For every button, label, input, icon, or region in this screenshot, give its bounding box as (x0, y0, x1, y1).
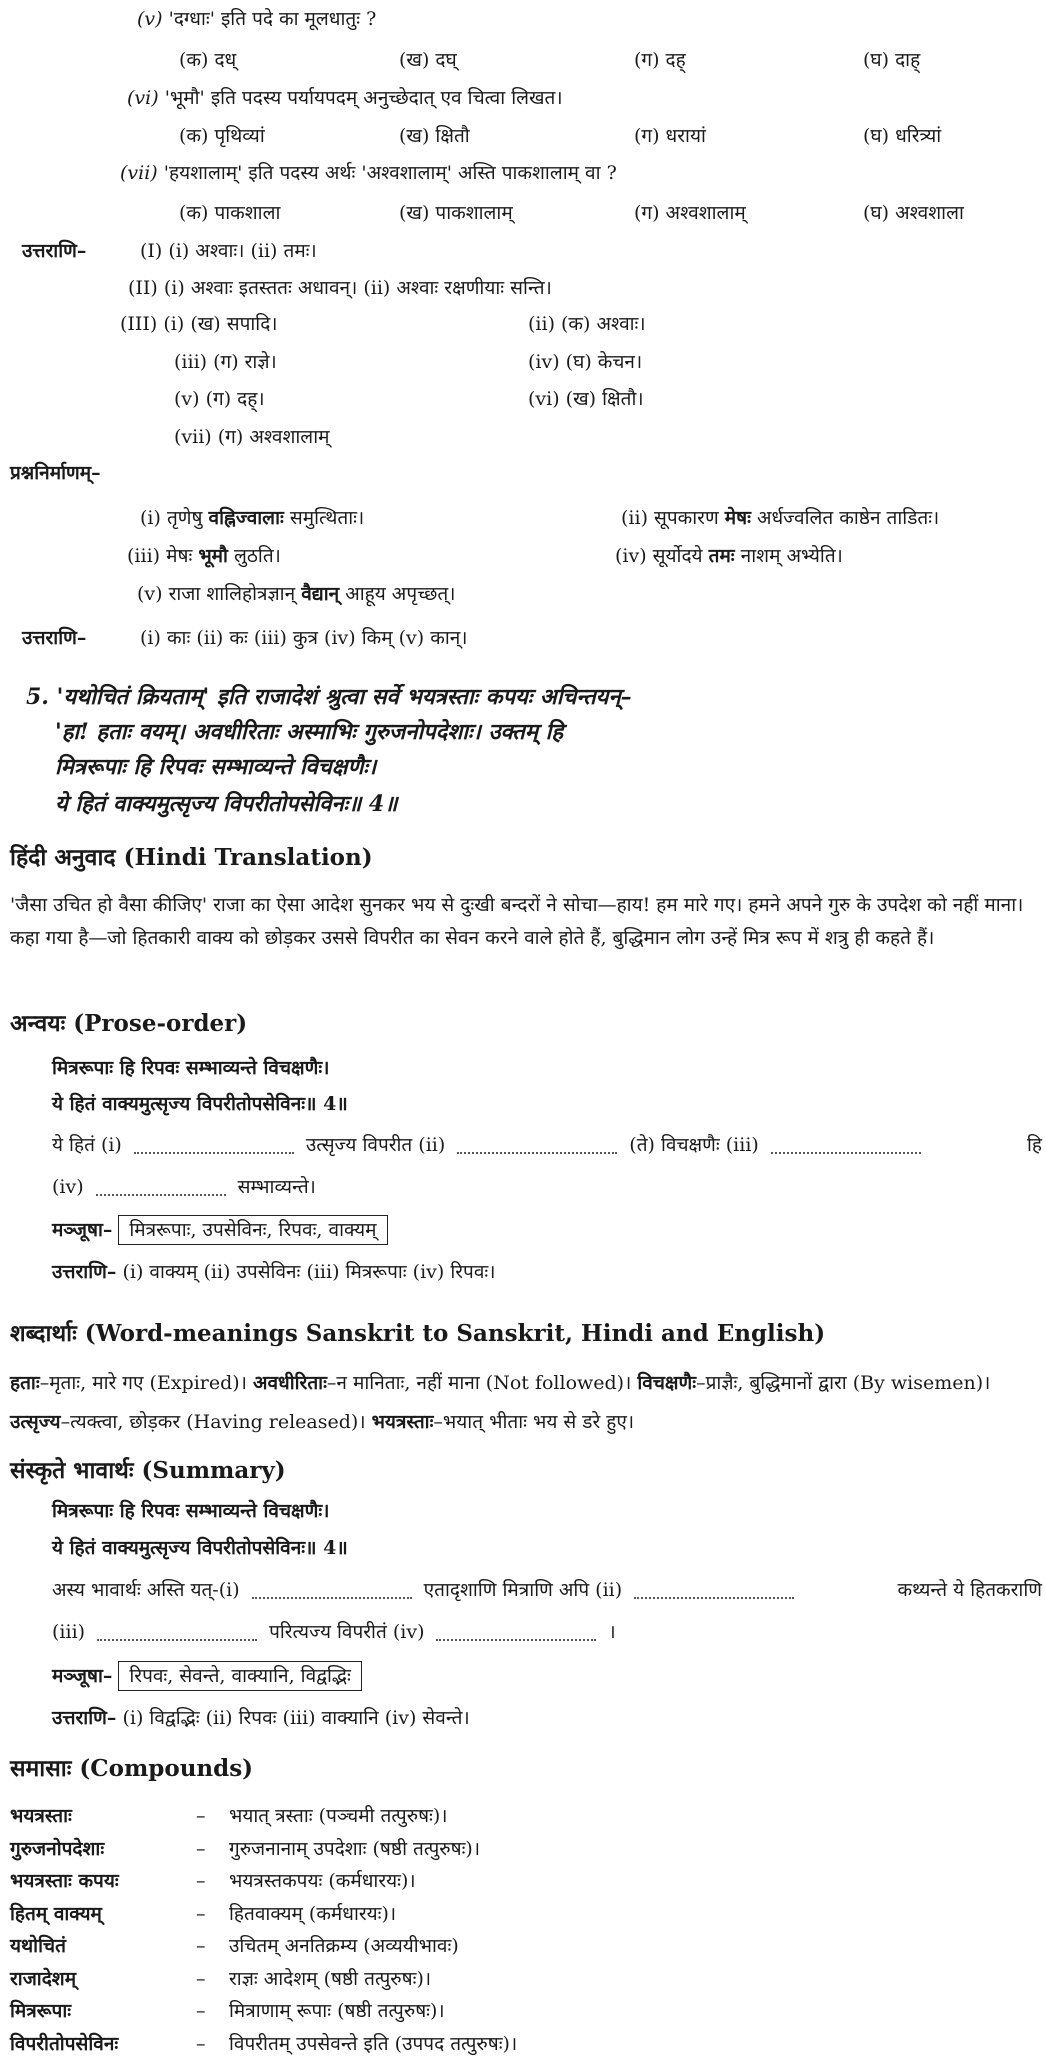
verse-line: मित्ररूपाः हि रिपवः सम्भाव्यन्ते विचक्षणैः। (55, 754, 377, 780)
dash: – (196, 1935, 206, 1957)
verse-line: ये हितं वाक्यमुत्सृज्य विपरीतोपसेविनः॥ 4॥ (52, 1537, 348, 1559)
compound-explanation: उचितम् अनतिक्रम्य (अव्ययीभावः) (229, 1935, 459, 1957)
answer-III: (v) (ग) दह्। (174, 388, 265, 410)
verse-line: 'हा! हताः वयम्। अवधीरिताः अस्माभिः गुरुजनोपदेशाः। उक्तम् हि (55, 719, 564, 745)
compound-term: हितम् वाक्यम् (10, 1902, 102, 1925)
fill-blank-line: (iii) परित्यज्य विपरीतं (iv) । (52, 1621, 616, 1643)
section-heading: हिंदी अनुवाद (Hindi Translation) (10, 844, 373, 871)
compound-explanation: मित्राणाम् रूपाः (षष्ठी तत्पुरुषः)। (229, 2000, 445, 2022)
compound-explanation: हितवाक्यम् (कर्मधारयः)। (229, 1902, 397, 1925)
option: (क) पृथिव्यां (179, 125, 265, 147)
section-heading: समासाः (Compounds) (10, 1755, 254, 1782)
compound-term: मित्ररूपाः (10, 2000, 72, 2022)
answer-III: (ii) (क) अश्वाः। (528, 313, 646, 335)
word-box: मञ्जूषा– रिपवः, सेवन्ते, वाक्यानि, विद्वद्भिः (52, 1661, 362, 1691)
dash: – (196, 1837, 206, 1860)
dash: – (196, 1967, 206, 1990)
fill-blank-line: अस्य भावार्थः अस्ति यत्-(i) एतादृशाणि मित्राणि अपि (ii) कथ्यन्ते ये हितकराणि (52, 1579, 1042, 1601)
question-v: (v) 'दग्धाः' इति पदे का मूलधातुः ? (137, 8, 377, 30)
option: (ख) दघ् (399, 49, 457, 71)
compound-explanation: विपरीतम् उपसेवन्ते इति (उपपद तत्पुरुषः)। (229, 2032, 518, 2055)
answer-I: (I) (i) अश्वाः। (ii) तमः। (140, 240, 317, 262)
answer-II: (II) (i) अश्वाः इतस्ततः अधावन्। (ii) अश्वाः रक्षणीयाः सन्ति। (128, 277, 552, 299)
dash: – (196, 1805, 206, 1827)
blank (771, 1138, 921, 1154)
section-heading: संस्कृते भावार्थः (Summary) (10, 1457, 286, 1484)
prashna-answer: (i) काः (ii) कः (iii) कुत्र (iv) किम् (v) कान्। (140, 627, 468, 649)
word-box: मञ्जूषा– मित्ररूपाः, उपसेविनः, रिपवः, वाक्यम् (52, 1215, 388, 1245)
option: (घ) धरित्र्यां (863, 125, 942, 147)
question-vi: (vi) 'भूमौ' इति पदस्य पर्यायपदम् अनुच्छेदात् एव चित्वा लिखत। (127, 87, 563, 109)
answers-label: उत्तराणि– (22, 240, 87, 262)
blank (96, 1180, 226, 1196)
hindi-translation: 'जैसा उचित हो वैसा कीजिए' राजा का ऐसा आदेश सुनकर भय से दुःखी बन्दरों ने सोचा—हाय! हम मारे गए। हमने अपने गुरु के उपदेश को नहीं माना। कहा गया है—जो हितकारी वाक्य को छोड़कर उससे विपरीत का सेवन करने वाले होते हैं, बुद्धिमान लोग उन्हें मित्र रूप में शत्रु ही कहते हैं। (10, 894, 1024, 949)
compound-term: विपरीतोपसेविनः (10, 2032, 119, 2055)
answer-III: (vi) (ख) क्षितौ। (528, 388, 644, 410)
fill-blank-line: (iv) सम्भाव्यन्ते। (52, 1176, 316, 1198)
blank (134, 1138, 294, 1154)
word-meanings: हताः–मृताः, मारे गए (Expired)। अवधीरिताः–न मानिताः, नहीं माना (Not followed)। विचक्षणैः–प्राज्ञैः, बुद्धिमानों द्वारा (By wisemen)। उत्सृज्य–त्यक्त्वा, छोड़कर (Having released)। भयत्रस्ताः–भयात् भीताः भय से डरे हुए। (10, 1372, 991, 1433)
verse-line: मित्ररूपाः हि रिपवः सम्भाव्यन्ते विचक्षणैः। (52, 1057, 330, 1079)
prashna-item: (iii) मेषः भूमौ लुठति। (127, 545, 281, 567)
answer-III: (iv) (घ) केचन। (528, 351, 643, 373)
option: (क) दध् (179, 49, 237, 71)
blank (457, 1138, 617, 1154)
compound-term: यथोचितं (10, 1935, 66, 1957)
verse-line: 5. 'यथोचितं क्रियताम्' इति राजादेशं श्रुत्वा सर्वे भयत्रस्ताः कपयः अचिन्तयन्– (26, 684, 632, 710)
compound-explanation: राज्ञः आदेशम् (षष्ठी तत्पुरुषः)। (229, 1967, 432, 1990)
option: (ख) पाकशालाम् (399, 202, 513, 224)
option: (ग) धरायां (634, 125, 706, 147)
verse-line: ये हितं वाक्यमुत्सृज्य विपरीतोपसेविनः॥ 4॥ (55, 791, 398, 817)
section-heading: प्रश्ननिर्माणम्– (10, 462, 101, 484)
option: (क) पाकशाला (179, 202, 281, 224)
option: (ख) क्षितौ (399, 125, 470, 147)
compound-explanation: गुरुजनानाम् उपदेशाः (षष्ठी तत्पुरुषः)। (229, 1837, 481, 1860)
answers-label: उत्तराणि– (22, 627, 87, 649)
verse-line: मित्ररूपाः हि रिपवः सम्भाव्यन्ते विचक्षणैः। (52, 1500, 330, 1522)
verse-line: ये हितं वाक्यमुत्सृज्य विपरीतोपसेविनः॥ 4॥ (52, 1093, 348, 1115)
summary-answers: उत्तराणि– (i) विद्वद्भिः (ii) रिपवः (iii) वाक्यानि (iv) सेवन्ते। (52, 1707, 470, 1729)
answer-III: (III) (i) (ख) सपादि। (120, 313, 278, 335)
prashna-item: (iv) सूर्योदये तमः नाशम् अभ्येति। (615, 545, 843, 567)
section-heading: शब्दार्थाः (Word-meanings Sanskrit to Sanskrit, Hindi and English) (10, 1320, 826, 1347)
section-heading: अन्वयः (Prose-order) (10, 1010, 248, 1037)
anvay-answers: उत्तराणि– (i) वाक्यम् (ii) उपसेविनः (iii) मित्ररूपाः (iv) रिपवः। (52, 1261, 496, 1283)
compound-term: भयत्रस्ताः (10, 1805, 72, 1827)
option: (ग) अश्वशालाम् (634, 202, 746, 224)
prashna-item: (i) तृणेषु वह्निज्वालाः समुत्थिताः। (140, 507, 365, 529)
prashna-item: (ii) सूपकारण मेषः अर्धज्वलित काष्ठेन ताडितः। (621, 507, 940, 529)
option: (घ) दाह् (863, 49, 921, 71)
dash: – (196, 2032, 206, 2055)
compound-term: गुरुजनोपदेशाः (10, 1837, 105, 1860)
option: (घ) अश्वशाला (863, 202, 964, 224)
compound-term: भयत्रस्ताः कपयः (10, 1870, 119, 1892)
dash: – (196, 1870, 206, 1892)
answer-III: (iii) (ग) राज्ञे। (174, 351, 277, 373)
fill-blank-line: ये हितं (i) उत्सृज्य विपरीत (ii) (ते) विचक्षणैः (iii) हि (52, 1134, 1042, 1156)
blank (436, 1625, 596, 1641)
question-vii: (vii) 'हयशालाम्' इति पदस्य अर्थः 'अश्वशालाम्' अस्ति पाकशालाम् वा ? (120, 162, 617, 184)
blank (252, 1583, 412, 1599)
compound-explanation: भयत्रस्तकपयः (कर्मधारयः)। (229, 1870, 416, 1892)
answer-III: (vii) (ग) अश्वशालाम् (174, 426, 330, 448)
blank (97, 1625, 257, 1641)
compound-term: राजादेशम् (10, 1967, 77, 1990)
prashna-item: (v) राजा शालिहोत्रज्ञान् वैद्यान् आहूय अपृच्छत्। (137, 583, 456, 605)
option: (ग) दह् (634, 49, 686, 71)
dash: – (196, 2000, 206, 2022)
dash: – (196, 1902, 206, 1925)
blank (634, 1583, 794, 1599)
compound-explanation: भयात् त्रस्ताः (पञ्चमी तत्पुरुषः)। (229, 1805, 448, 1827)
